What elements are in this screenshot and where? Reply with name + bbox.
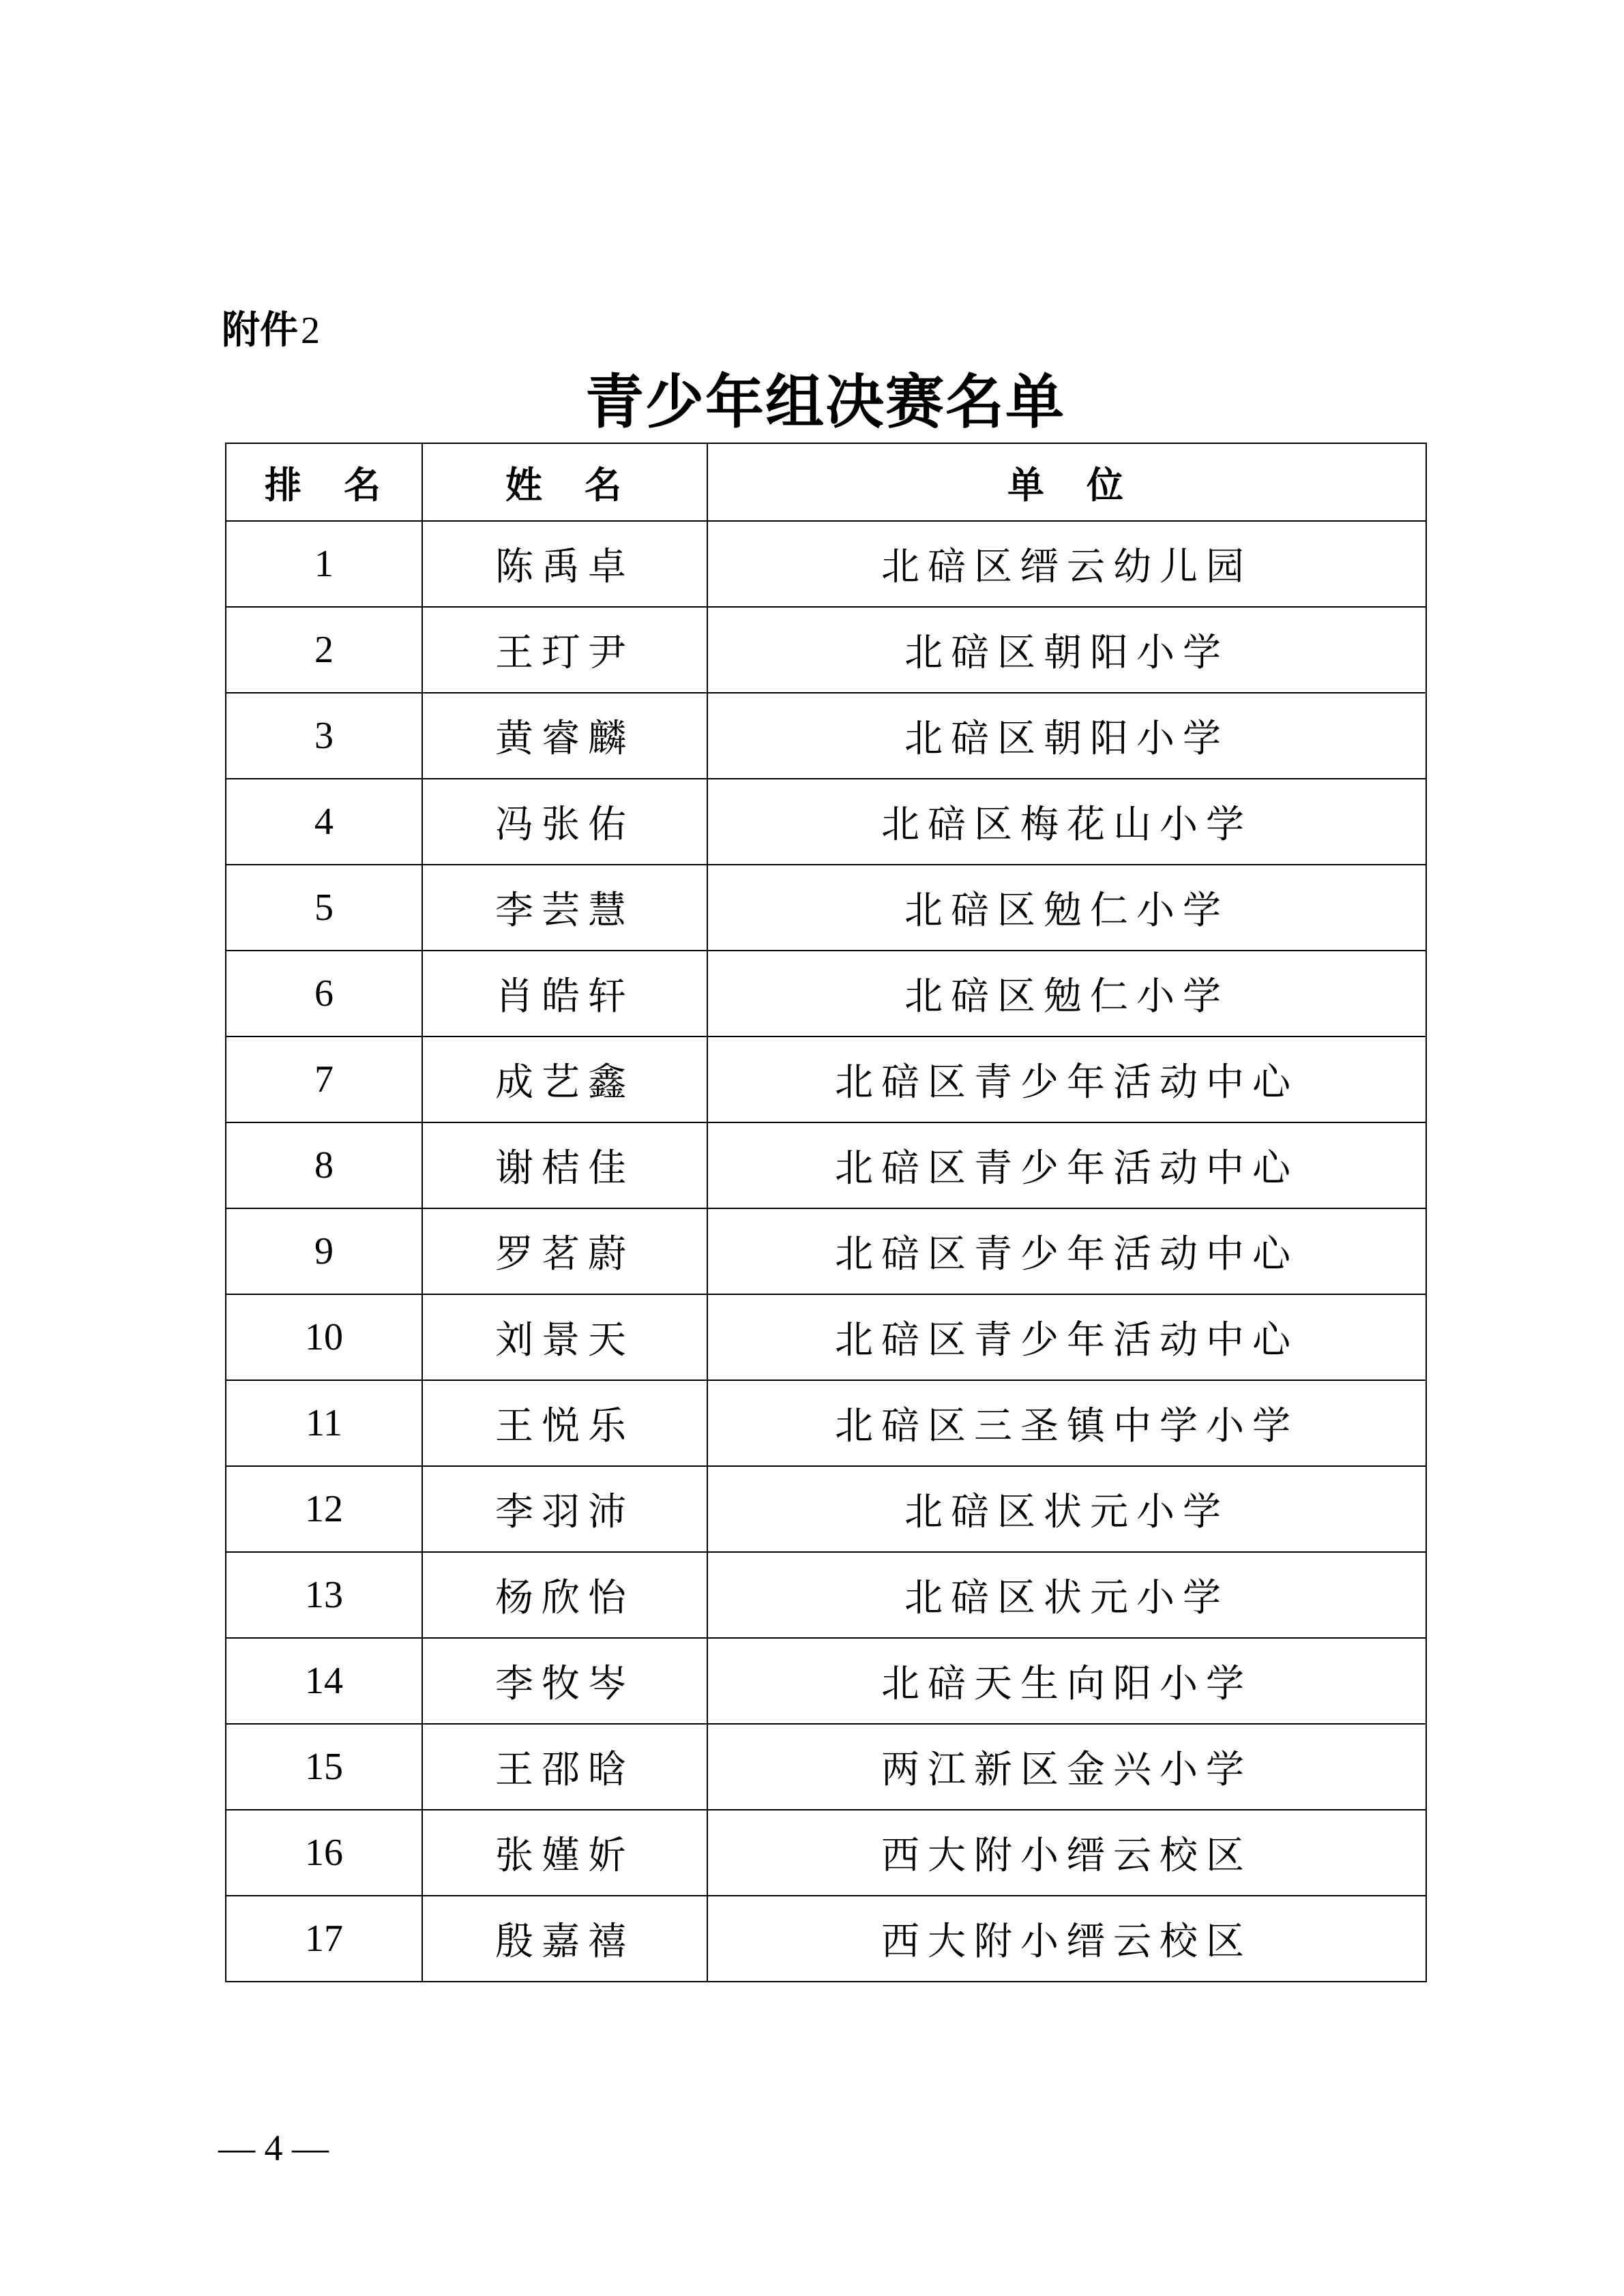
unit-cell: 北碚区勉仁小学 xyxy=(707,951,1426,1037)
name-cell: 刘景天 xyxy=(422,1294,707,1380)
unit-cell: 北碚区勉仁小学 xyxy=(707,865,1426,951)
rank-cell: 11 xyxy=(226,1380,422,1466)
rank-cell: 15 xyxy=(226,1724,422,1810)
rank-cell: 3 xyxy=(226,693,422,779)
rank-cell: 10 xyxy=(226,1294,422,1380)
name-cell: 黄睿麟 xyxy=(422,693,707,779)
unit-cell: 两江新区金兴小学 xyxy=(707,1724,1426,1810)
document-title: 青少年组决赛名单 xyxy=(585,368,1065,436)
unit-cell: 北碚区梅花山小学 xyxy=(707,779,1426,865)
unit-cell: 北碚区状元小学 xyxy=(707,1466,1426,1552)
unit-cell: 北碚区朝阳小学 xyxy=(707,607,1426,693)
name-cell: 王悦乐 xyxy=(422,1380,707,1466)
table-row xyxy=(226,1896,1426,1982)
header-row xyxy=(226,443,1426,521)
unit-cell: 北碚区青少年活动中心 xyxy=(707,1208,1426,1294)
header-rank: 排 名 xyxy=(226,443,422,521)
table-row xyxy=(226,1638,1426,1724)
table-row xyxy=(226,521,1426,607)
unit-cell: 北碚区三圣镇中学小学 xyxy=(707,1380,1426,1466)
unit-cell: 西大附小缙云校区 xyxy=(707,1810,1426,1896)
table-row xyxy=(226,1122,1426,1208)
table-row xyxy=(226,779,1426,865)
rank-cell: 16 xyxy=(226,1810,422,1896)
name-cell: 成艺鑫 xyxy=(422,1037,707,1122)
rank-cell: 9 xyxy=(226,1208,422,1294)
rank-cell: 7 xyxy=(226,1037,422,1122)
table-row xyxy=(226,693,1426,779)
header-unit: 单 位 xyxy=(707,443,1426,521)
unit-cell: 北碚区缙云幼儿园 xyxy=(707,521,1426,607)
table-row xyxy=(226,1294,1426,1380)
name-cell: 李羽沛 xyxy=(422,1466,707,1552)
table-row xyxy=(226,951,1426,1037)
name-cell: 王邵晗 xyxy=(422,1724,707,1810)
rank-cell: 12 xyxy=(226,1466,422,1552)
attachment-label xyxy=(222,303,320,358)
attachment-number: 2 xyxy=(301,310,320,352)
unit-cell: 北碚区青少年活动中心 xyxy=(707,1122,1426,1208)
rank-cell: 5 xyxy=(226,865,422,951)
rank-cell: 14 xyxy=(226,1638,422,1724)
name-cell: 陈禹卓 xyxy=(422,521,707,607)
unit-cell: 北碚区青少年活动中心 xyxy=(707,1294,1426,1380)
table-row xyxy=(226,1724,1426,1810)
unit-cell: 北碚天生向阳小学 xyxy=(707,1638,1426,1724)
name-cell: 王玎尹 xyxy=(422,607,707,693)
rank-cell: 4 xyxy=(226,779,422,865)
table-row xyxy=(226,1466,1426,1552)
name-cell: 李牧岑 xyxy=(422,1638,707,1724)
name-cell: 杨欣怡 xyxy=(422,1552,707,1638)
unit-cell: 西大附小缙云校区 xyxy=(707,1896,1426,1982)
name-cell: 冯张佑 xyxy=(422,779,707,865)
name-cell: 谢桔佳 xyxy=(422,1122,707,1208)
rank-cell: 17 xyxy=(226,1896,422,1982)
rank-cell: 2 xyxy=(226,607,422,693)
table-row xyxy=(226,1552,1426,1638)
rank-cell: 13 xyxy=(226,1552,422,1638)
name-cell: 殷嘉禧 xyxy=(422,1896,707,1982)
attachment-prefix: 附件 xyxy=(222,308,298,353)
name-cell: 李芸慧 xyxy=(422,865,707,951)
name-cell: 张嫤妡 xyxy=(422,1810,707,1896)
table-row xyxy=(226,1037,1426,1122)
header-name: 姓 名 xyxy=(422,443,707,521)
rank-cell: 8 xyxy=(226,1122,422,1208)
finalist-table xyxy=(225,443,1427,1982)
table-row xyxy=(226,1810,1426,1896)
table-header xyxy=(226,443,1426,521)
unit-cell: 北碚区朝阳小学 xyxy=(707,693,1426,779)
table-row xyxy=(226,1208,1426,1294)
unit-cell: 北碚区青少年活动中心 xyxy=(707,1037,1426,1122)
table-row xyxy=(226,607,1426,693)
name-cell: 罗茗蔚 xyxy=(422,1208,707,1294)
table-row xyxy=(226,865,1426,951)
table-row xyxy=(226,1380,1426,1466)
rank-cell: 6 xyxy=(226,951,422,1037)
name-cell: 肖皓轩 xyxy=(422,951,707,1037)
page-number: — 4 — xyxy=(218,2128,329,2168)
table-body xyxy=(226,521,1426,1982)
unit-cell: 北碚区状元小学 xyxy=(707,1552,1426,1638)
rank-cell: 1 xyxy=(226,521,422,607)
